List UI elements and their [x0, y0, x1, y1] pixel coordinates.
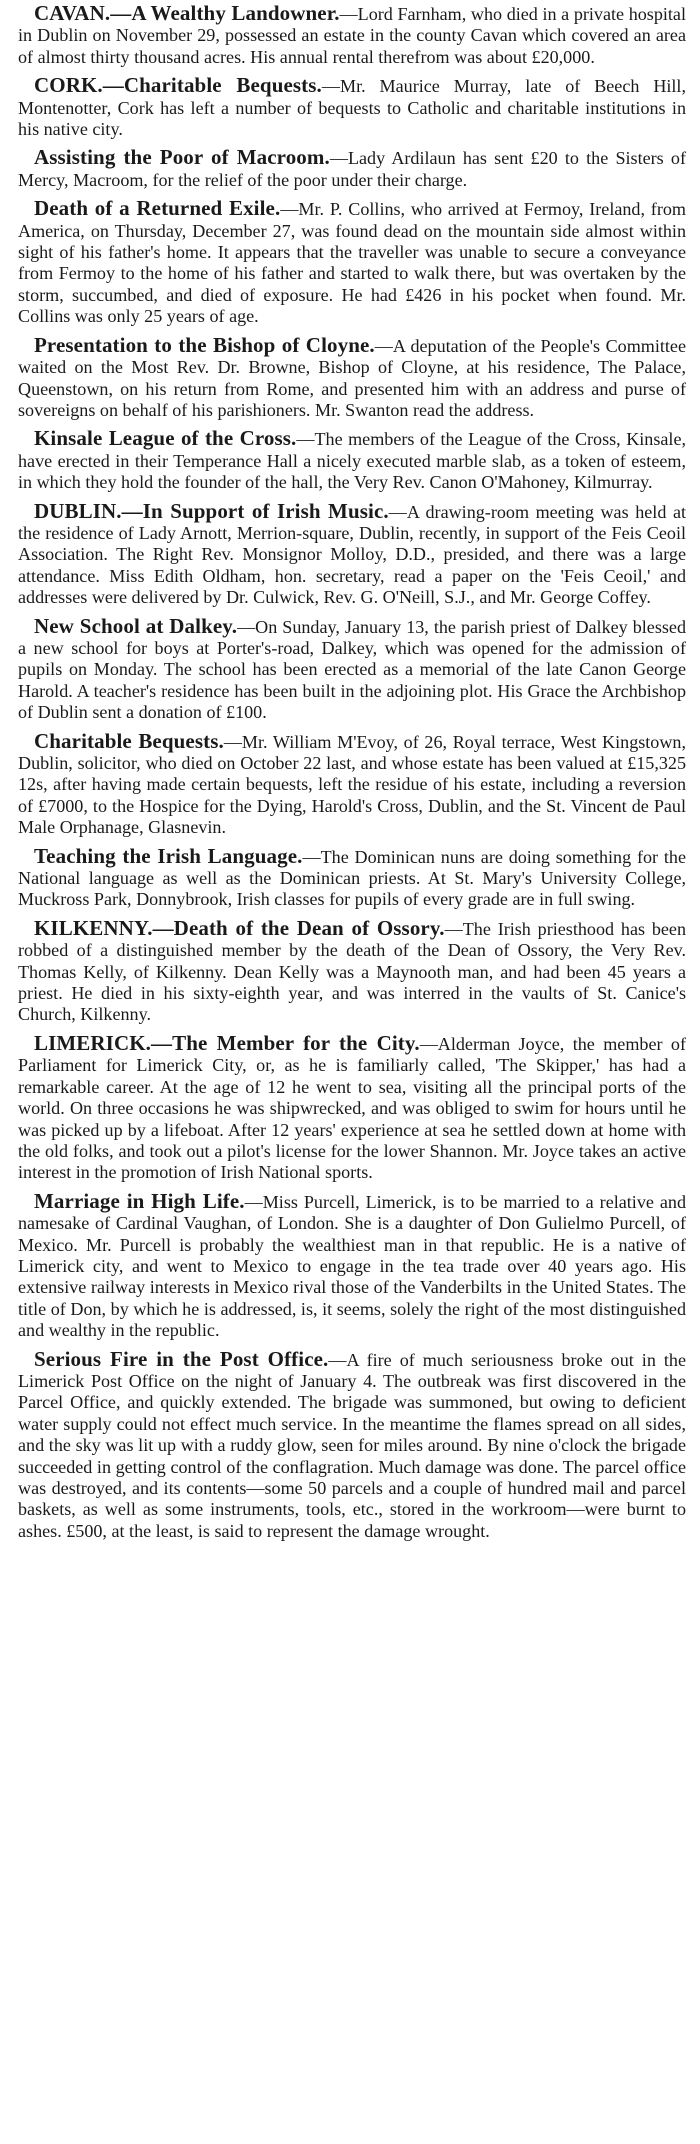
news-item-post-office-fire: [18, 1346, 686, 1543]
item-headline: KILKENNY.—Death of the Dean of Ossory.: [34, 915, 445, 940]
news-item-returned-exile: [18, 198, 686, 327]
news-item-dublin-music: [18, 498, 687, 609]
item-body: —Miss Purcell, Limerick, is to be married to a relative and namesake of Cardinal Vaughan, of London. She is a daughter of Don Gulielmo Purcell, of Mexico. Mr. Purcell is probably the wealthiest man in that republic. He is a native of Limerick city, and went to Mexico to engage in the tea trade over 40 years ago. His extensive railway interests in Mexico rival those of the Vanderbilts in the United States. The title of Don, by which he is addressed, is, it seems, solely the right of the most distinguished and wealthy in the republic.: [18, 1191, 686, 1341]
item-headline: DUBLIN.—In Support of Irish Music.: [34, 498, 389, 523]
item-headline: Marriage in High Life.: [34, 1188, 245, 1213]
news-item-cork: [18, 75, 686, 140]
item-body: —On Sunday, January 13, the parish priest of Dalkey blessed a new school for boys at Porter's-road, Dalkey, which was opened for the admission of pupils on Monday. The school has been erected as a memorial of the late Canon George Harold. A teacher's residence has been built in the adjoining plot. His Grace the Archbishop of Dublin sent a donation of £100.: [18, 616, 686, 723]
item-headline: Teaching the Irish Language.: [34, 843, 303, 868]
item-headline: Death of a Returned Exile.: [34, 196, 281, 221]
item-body: —A drawing-room meeting was held at the residence of Lady Arnott, Merrion-square, Dublin, recently, in support of the Feis Ceoil Association. The Right Rev. Monsignor Molloy, D.D., presided, and there was a large attendance. Miss Edith Oldham, hon. secretary, read a paper on the 'Feis Ceoil,' and addresses were delivered by Dr. Culwick, Rev. G. O'Neill, S.J., and Mr. George Coffey.: [18, 501, 687, 608]
news-item-charitable-bequests: [18, 728, 686, 839]
item-body: —Mr. Maurice Murray, late of Beech Hill, Montenotter, Cork has left a number of bequests to Catholic and charitable institutions in his native city.: [18, 76, 686, 140]
news-item-macroom: [18, 147, 686, 191]
news-item-irish-language: [18, 843, 687, 911]
item-headline: Charitable Bequests.: [34, 728, 224, 753]
item-body: —The Irish priesthood has been robbed of a distinguished member by the death of the Dean of Ossory, the Very Rev. Thomas Kelly, of Kilkenny. Dean Kelly was a Maynooth man, and had been 45 years a priest. He died in his sixty-eighth year, and was interred in the vaults of St. Canice's Church, Kilkenny.: [18, 918, 686, 1025]
news-item-limerick-member: [18, 1030, 686, 1184]
item-body: —The members of the League of the Cross, Kinsale, have erected in their Temperance Hall a nicely executed marble slab, as a token of esteem, in which they hold the founder of the hall, the Very Rev. Canon O'Mahoney, Kilmurray.: [18, 429, 686, 493]
item-headline: Presentation to the Bishop of Cloyne.: [34, 332, 375, 357]
item-headline: Kinsale League of the Cross.: [34, 426, 297, 451]
news-item-dalkey-school: [18, 613, 686, 724]
item-body: —Mr. William M'Evoy, of 26, Royal terrace, West Kingstown, Dublin, solicitor, who died on October 22 last, and whose estate has been valued at £15,325 12s, after having made certain bequests, left the residue of his estate, including a reversion of £7000, to the Hospice for the Dying, Harold's Cross, Dublin, and the St. Vincent de Paul Male Orphanage, Glasnevin.: [18, 731, 686, 838]
item-body: —A fire of much seriousness broke out in the Limerick Post Office on the night of January 4. The outbreak was first discovered in the Parcel Office, and quickly extended. The brigade was summoned, but owing to deficient water supply could not effect much service. In the meantime the flames spread on all sides, and the sky was lit up with a ruddy glow, seen for miles around. By nine o'clock the brigade succeeded in getting control of the conflagration. Much damage was done. The parcel office was destroyed, and its contents—some 50 parcels and a couple of hundred mail and parcel baskets, as well as some instruments, tools, etc., stored in the workroom—were burnt to ashes. £500, at the least, is said to represent the damage wrought.: [18, 1349, 686, 1541]
news-item-cavan: [18, 3, 686, 68]
item-headline: LIMERICK.—The Member for the City.: [34, 1030, 420, 1055]
news-item-bishop-cloyne: [18, 332, 686, 422]
item-body: —A deputation of the People's Committee waited on the Most Rev. Dr. Browne, Bishop of Cloyne, at his residence, The Palace, Queenstown, on his return from Rome, and presented him with an address and purse of sovereigns on behalf of his parishioners. Mr. Swanton read the address.: [18, 335, 686, 420]
item-headline: CORK.—Charitable Bequests.: [34, 73, 322, 98]
item-body: —Lord Farnham, who died in a private hospital in Dublin on November 29, possessed an estate in the county Cavan which covered an area of almost thirty thousand acres. His annual rental therefrom was about £20,000.: [18, 4, 686, 67]
item-headline: Assisting the Poor of Macroom.: [34, 145, 330, 170]
item-body: —Mr. P. Collins, who arrived at Fermoy, Ireland, from America, on Thursday, December 27, was found dead on the mountain side almost within sight of his father's home. It appears that the traveller was unable to secure a conveyance from Fermoy to the home of his father and started to walk there, but was overtaken by the storm, succumbed, and died of exposure. He had £426 in his pocket when found. Mr. Collins was only 25 years of age.: [18, 199, 686, 327]
item-headline: New School at Dalkey.: [34, 613, 238, 638]
news-item-kinsale: [18, 428, 686, 493]
item-body: —Lady Ardilaun has sent £20 to the Sisters of Mercy, Macroom, for the relief of the poor under their charge.: [18, 148, 686, 190]
news-item-marriage: [18, 1188, 686, 1342]
item-body: —The Dominican nuns are doing something for the National language as well as the Dominican priests. At St. Mary's University College, Muckross Park, Donnybrook, Irish classes for pupils of every grade are in full swing.: [18, 846, 687, 910]
item-headline: Serious Fire in the Post Office.: [34, 1346, 329, 1371]
item-headline: CAVAN.—A Wealthy Landowner.: [34, 1, 340, 25]
news-item-kilkenny: [18, 915, 686, 1026]
item-body: —Alderman Joyce, the member of Parliament for Limerick City, or, as he is familiarly called, 'The Skipper,' has had a remarkable career. At the age of 12 he went to sea, visiting all the principal ports of the world. On three occasions he was shipwrecked, and was obliged to swim for hours until he was picked up by a lifeboat. After 12 years' experience at sea he settled down at home with the old folks, and took out a pilot's license for the lower Shannon. Mr. Joyce takes an active interest in the promotion of Irish National sports.: [18, 1033, 686, 1183]
